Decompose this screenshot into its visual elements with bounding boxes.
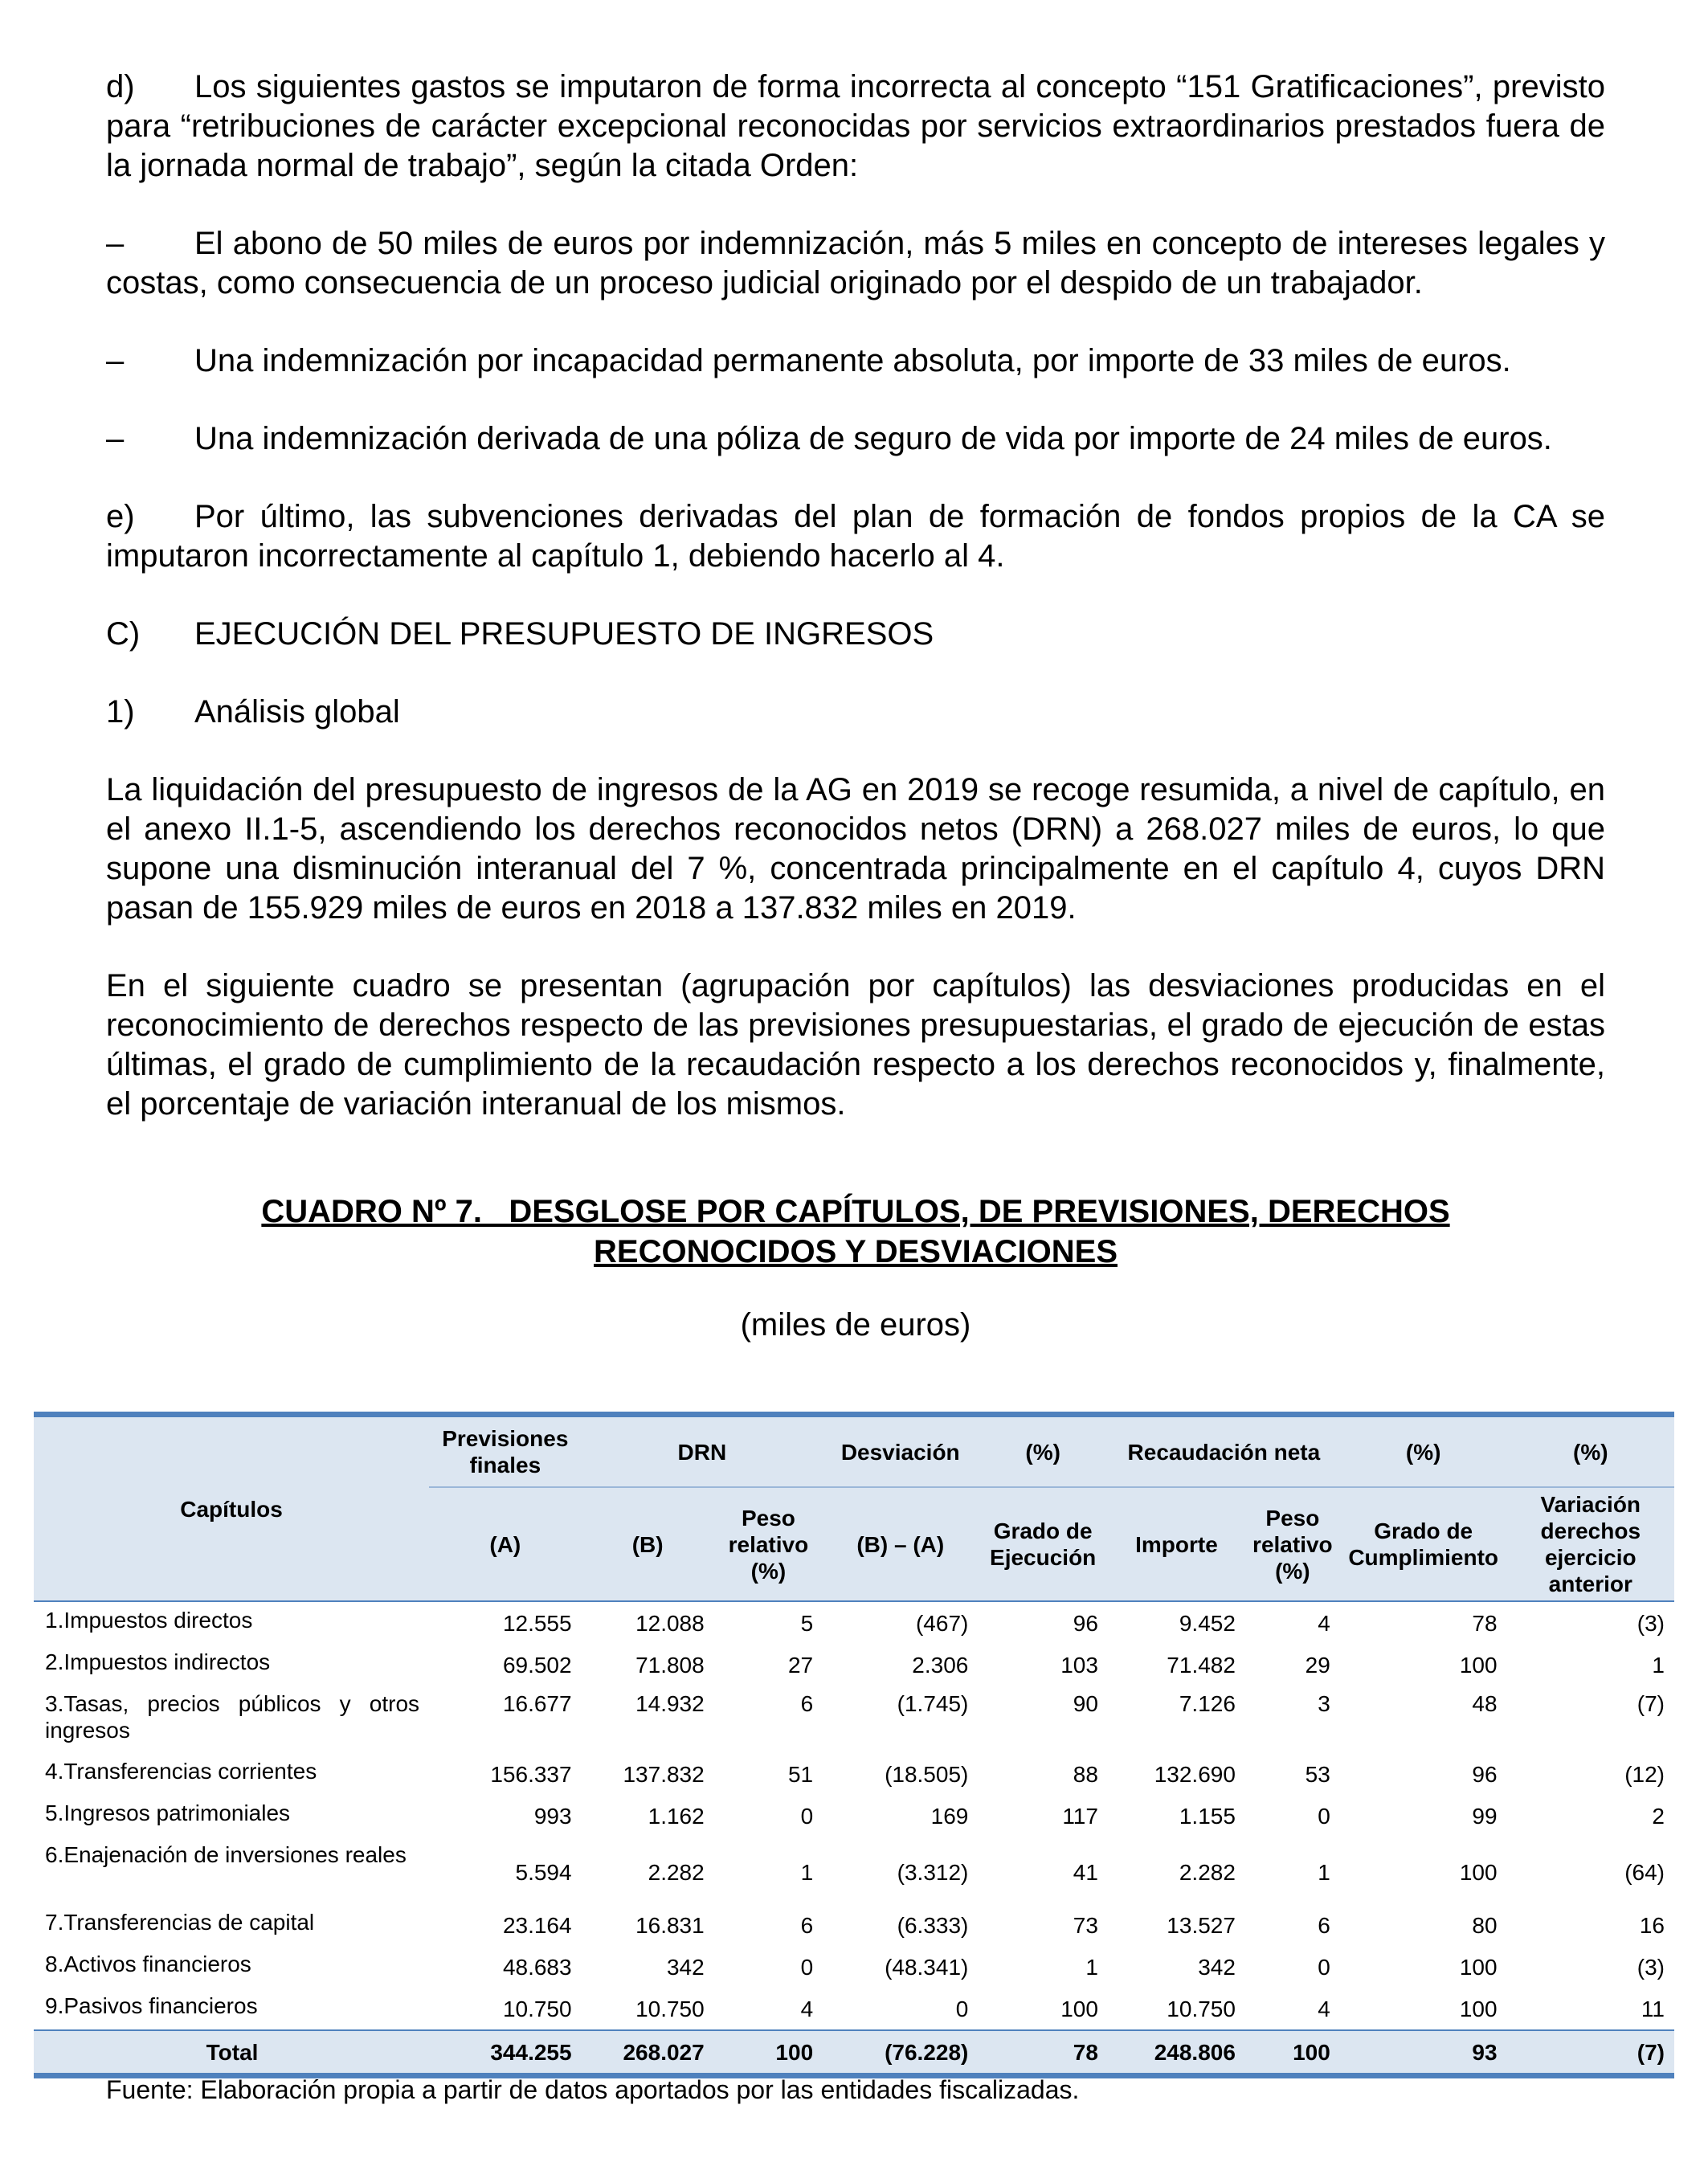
header-peso-relativo: Peso relativo (%) xyxy=(714,1487,823,1601)
cell-importe: 342 xyxy=(1198,1954,1236,1980)
cell-peso2: 53 xyxy=(1305,1761,1330,1787)
cell-desviacion: (48.341) xyxy=(885,1954,969,1980)
cell-peso: 0 xyxy=(800,1803,814,1829)
cell-ejecucion: 1 xyxy=(1085,1954,1098,1980)
cell-peso2: 3 xyxy=(1318,1691,1330,1716)
paragraph-cuadro-intro: En el siguiente cuadro se presentan (agrupación por capítulos) las desviaciones producidas en el reconocimiento de derechos respecto de las previsiones presupuestarias, el grado de ejecución de estas últimas, el grado de cumplimiento de la recaudación respecto a los derechos reconocidos y, finalmente, el porcentaje de variación interanual de los mismos. xyxy=(106,968,1605,1122)
cell-peso: 6 xyxy=(800,1691,814,1716)
cell-importe: 9.452 xyxy=(1179,1610,1236,1636)
cell-ejecucion: 96 xyxy=(1073,1610,1098,1636)
dash-bullet: – xyxy=(106,343,125,378)
cell-a: 16.677 xyxy=(502,1691,572,1716)
dash-bullet: – xyxy=(106,226,125,261)
cell-variacion: (12) xyxy=(1624,1761,1665,1787)
header-pct: (%) xyxy=(978,1415,1108,1488)
cell-ejecucion: 117 xyxy=(1062,1803,1098,1829)
row-name: 3.Tasas, precios públicos y otros ingresos xyxy=(45,1691,420,1743)
cell-b: 16.831 xyxy=(635,1912,705,1938)
bullet-item xyxy=(106,419,1605,459)
cell-importe: 10.750 xyxy=(1167,1996,1236,2021)
cell-peso: 51 xyxy=(787,1761,814,1787)
cell-peso2: 6 xyxy=(1318,1912,1330,1938)
cell-desviacion: 2.306 xyxy=(912,1652,969,1678)
header-previsiones: Previsiones finales xyxy=(429,1415,582,1488)
header-variacion: Variación derechos ejercicio anterior xyxy=(1507,1487,1674,1601)
row-name: 7.Transferencias de capital xyxy=(45,1910,315,1935)
cell-a: 23.164 xyxy=(502,1912,572,1938)
paragraph-label: d) xyxy=(106,69,135,104)
cell-ejecucion: 103 xyxy=(1060,1652,1098,1678)
cell-cumplimiento: 100 xyxy=(1459,1859,1498,1885)
cell-importe: 13.527 xyxy=(1167,1912,1236,1938)
row-name: 4.Transferencias corrientes xyxy=(45,1759,317,1784)
cell-peso2: 100 xyxy=(1245,2030,1340,2076)
document-body xyxy=(106,67,1605,1345)
bullet-text: El abono de 50 miles de euros por indemnización, más 5 miles en concepto de intereses legales y costas, como consecuencia de un proceso judicial originado por el despido de un trabajador. xyxy=(106,226,1605,300)
cell-cumplimiento: 100 xyxy=(1459,1954,1498,1980)
cell-desviacion: (76.228) xyxy=(823,2030,978,2076)
cell-a: 5.594 xyxy=(515,1859,572,1885)
subsection-label: 1) xyxy=(106,694,135,730)
cell-desviacion: (3.312) xyxy=(897,1859,969,1885)
cell-peso: 0 xyxy=(800,1954,814,1980)
cell-a: 993 xyxy=(533,1803,572,1829)
cell-ejecucion: 73 xyxy=(1073,1912,1098,1938)
row-name: 8.Activos financieros xyxy=(45,1952,251,1976)
cell-a: 156.337 xyxy=(490,1761,572,1787)
bullet-item xyxy=(106,341,1605,381)
subsection-heading xyxy=(106,693,1605,732)
cell-a: 69.502 xyxy=(502,1652,572,1678)
table-row xyxy=(34,1795,1674,1837)
section-heading xyxy=(106,615,1605,654)
cell-desviacion: (6.333) xyxy=(897,1912,969,1938)
table-total-row xyxy=(34,2030,1674,2076)
cell-ejecucion: 90 xyxy=(1073,1691,1098,1716)
table-row xyxy=(34,1644,1674,1686)
header-recaudacion: Recaudación neta xyxy=(1108,1415,1340,1488)
header-drn: DRN xyxy=(582,1415,823,1488)
cell-cumplimiento: 100 xyxy=(1459,1996,1498,2021)
header-a: (A) xyxy=(429,1487,582,1601)
cell-importe: 132.690 xyxy=(1154,1761,1236,1787)
cell-b: 342 xyxy=(666,1954,705,1980)
cell-importe: 1.155 xyxy=(1179,1803,1236,1829)
cell-a: 48.683 xyxy=(502,1954,572,1980)
cell-desviacion: (467) xyxy=(915,1610,969,1636)
paragraph-liquidacion: La liquidación del presupuesto de ingresos de la AG en 2019 se recoge resumida, a nivel de capítulo, en el anexo II.1-5, ascendiendo los derechos reconocidos netos (DRN) a 268.027 miles de euros, lo que supone una disminución interanual del 7 %, concentrada principalmente en el capítulo 4, cuyos DRN pasan de 155.929 miles de euros en 2018 a 137.832 miles en 2019. xyxy=(106,772,1605,926)
cell-b: 137.832 xyxy=(623,1761,705,1787)
cell-peso: 100 xyxy=(714,2030,823,2076)
cell-importe: 248.806 xyxy=(1108,2030,1245,2076)
cuadro-title-line1: CUADRO Nº 7. DESGLOSE POR CAPÍTULOS, DE PREVISIONES, DERECHOS xyxy=(261,1194,1450,1229)
table-row xyxy=(34,1686,1674,1753)
header-b: (B) xyxy=(582,1487,714,1601)
cell-ejecucion: 41 xyxy=(1073,1859,1098,1885)
cuadro-title xyxy=(106,1191,1605,1272)
source-note: Fuente: Elaboración propia a partir de datos aportados por las entidades fiscalizadas. xyxy=(106,2075,1080,2104)
cell-b: 2.282 xyxy=(648,1859,705,1885)
cell-cumplimiento: 48 xyxy=(1472,1691,1498,1716)
cell-importe: 71.482 xyxy=(1167,1652,1236,1678)
cell-a: 12.555 xyxy=(502,1610,572,1636)
cell-desviacion: 0 xyxy=(955,1996,969,2021)
cell-peso: 6 xyxy=(800,1912,814,1938)
table-header-row-1 xyxy=(34,1415,1674,1488)
header-b-minus-a: (B) – (A) xyxy=(823,1487,978,1601)
cell-variacion: (64) xyxy=(1624,1859,1665,1885)
cell-ejecucion: 78 xyxy=(978,2030,1108,2076)
header-pct: (%) xyxy=(1340,1415,1507,1488)
cell-a: 10.750 xyxy=(502,1996,572,2021)
cell-ejecucion: 100 xyxy=(1060,1996,1098,2021)
section-title: EJECUCIÓN DEL PRESUPUESTO DE INGRESOS xyxy=(194,616,934,652)
cell-variacion: 1 xyxy=(1652,1652,1665,1678)
header-grado-cumplimiento: Grado de Cumplimiento xyxy=(1340,1487,1507,1601)
cell-cumplimiento: 93 xyxy=(1340,2030,1507,2076)
cell-variacion: 2 xyxy=(1652,1803,1665,1829)
cell-peso: 1 xyxy=(800,1859,814,1885)
header-desviacion: Desviación xyxy=(823,1415,978,1488)
paragraph-d xyxy=(106,67,1605,186)
cell-peso2: 0 xyxy=(1318,1803,1330,1829)
table-row xyxy=(34,1904,1674,1946)
total-label: Total xyxy=(34,2030,429,2076)
header-pct: (%) xyxy=(1507,1415,1674,1488)
cell-cumplimiento: 99 xyxy=(1472,1803,1498,1829)
table-row xyxy=(34,1837,1674,1904)
cell-peso2: 1 xyxy=(1318,1859,1330,1885)
cuadro-title-line2: RECONOCIDOS Y DESVIACIONES xyxy=(594,1234,1118,1269)
bullet-text: Una indemnización derivada de una póliza de seguro de vida por importe de 24 miles de euros. xyxy=(194,421,1552,456)
dash-bullet: – xyxy=(106,421,125,456)
cell-b: 1.162 xyxy=(648,1803,705,1829)
header-grado-ejecucion: Grado de Ejecución xyxy=(978,1487,1108,1601)
table-row xyxy=(34,1601,1674,1644)
cell-variacion: (7) xyxy=(1507,2030,1674,2076)
cell-variacion: (3) xyxy=(1636,1610,1665,1636)
cell-cumplimiento: 96 xyxy=(1472,1761,1498,1787)
cell-b: 268.027 xyxy=(582,2030,714,2076)
bullet-item xyxy=(106,224,1605,303)
subsection-title: Análisis global xyxy=(194,694,400,730)
budget-table xyxy=(34,1412,1674,2078)
paragraph-label: e) xyxy=(106,499,135,534)
table-row xyxy=(34,1988,1674,2030)
cell-desviacion: 169 xyxy=(930,1803,969,1829)
header-peso-relativo: Peso relativo (%) xyxy=(1245,1487,1340,1601)
cell-peso2: 0 xyxy=(1318,1954,1330,1980)
cell-b: 12.088 xyxy=(635,1610,705,1636)
paragraph-e xyxy=(106,497,1605,576)
cell-b: 10.750 xyxy=(635,1996,705,2021)
row-name: 5.Ingresos patrimoniales xyxy=(45,1800,291,1825)
cell-peso: 27 xyxy=(787,1652,814,1678)
cell-importe: 2.282 xyxy=(1179,1859,1236,1885)
cell-peso2: 4 xyxy=(1318,1996,1330,2021)
cell-variacion: 16 xyxy=(1639,1912,1665,1938)
cell-peso2: 4 xyxy=(1318,1610,1330,1636)
cell-a: 344.255 xyxy=(429,2030,582,2076)
cell-b: 14.932 xyxy=(635,1691,705,1716)
cell-desviacion: (18.505) xyxy=(885,1761,969,1787)
bullet-text: Una indemnización por incapacidad permanente absoluta, por importe de 33 miles de euros. xyxy=(194,343,1511,378)
row-name: 1.Impuestos directos xyxy=(45,1608,253,1633)
cell-ejecucion: 88 xyxy=(1073,1761,1098,1787)
cell-variacion: 11 xyxy=(1641,1996,1665,2021)
cell-peso: 5 xyxy=(800,1610,814,1636)
cell-desviacion: (1.745) xyxy=(897,1691,969,1716)
cell-peso2: 29 xyxy=(1305,1652,1330,1678)
row-name: 6.Enajenación de inversiones reales xyxy=(45,1842,407,1867)
cell-cumplimiento: 78 xyxy=(1472,1610,1498,1636)
units-caption: (miles de euros) xyxy=(740,1307,971,1343)
paragraph-text: Los siguientes gastos se imputaron de forma incorrecta al concepto “151 Gratificaciones”, previsto para “retribuciones de carácter excepcional reconocidas por servicios extraordinarios prestados fuera de la jornada normal de trabajo”, según la citada Orden: xyxy=(106,69,1605,183)
cell-variacion: (3) xyxy=(1636,1954,1665,1980)
paragraph-text: Por último, las subvenciones derivadas del plan de formación de fondos propios de la CA se imputaron incorrectamente al capítulo 1, debiendo hacerlo al 4. xyxy=(106,499,1605,574)
header-capitulos: Capítulos xyxy=(34,1415,429,1602)
table-row xyxy=(34,1753,1674,1795)
cell-cumplimiento: 100 xyxy=(1459,1652,1498,1678)
header-importe: Importe xyxy=(1108,1487,1245,1601)
cell-b: 71.808 xyxy=(635,1652,705,1678)
row-name: 9.Pasivos financieros xyxy=(45,1993,258,2018)
row-name: 2.Impuestos indirectos xyxy=(45,1649,271,1674)
cell-cumplimiento: 80 xyxy=(1472,1912,1498,1938)
table-row xyxy=(34,1946,1674,1988)
cell-importe: 7.126 xyxy=(1179,1691,1236,1716)
cell-peso: 4 xyxy=(800,1996,814,2021)
section-label: C) xyxy=(106,616,141,652)
cell-variacion: (7) xyxy=(1636,1691,1665,1716)
